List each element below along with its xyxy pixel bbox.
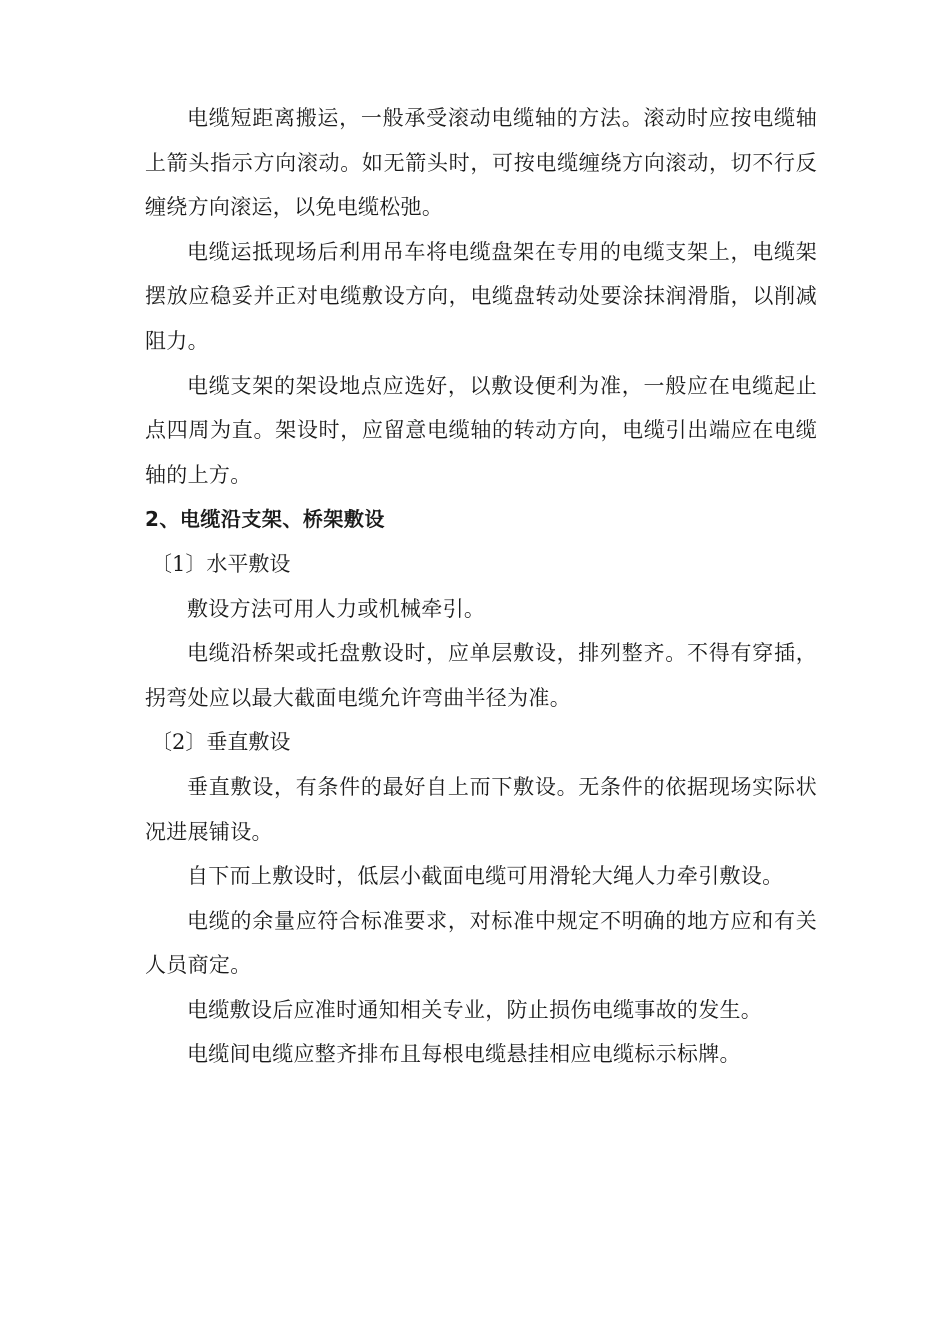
- paragraph-traction-method: 敷设方法可用人力或机械牵引。: [187, 596, 486, 621]
- document-page: [145, 96, 817, 1077]
- paragraph-top-down: 垂直敷设，有条件的最好自上而下敷设。无条件的依据现场实际状况进展铺设。: [145, 774, 817, 844]
- paragraph-bottom-up: 自下而上敷设时，低层小截面电缆可用滑轮大绳人力牵引敷设。: [187, 864, 784, 889]
- paragraph-notify-trades: 电缆敷设后应准时通知相关专业，防止损伤电缆事故的发生。: [187, 997, 763, 1022]
- paragraph-cable-stand-location: 电缆支架的架设地点应选好，以敷设便利为准，一般应在电缆起止点四周为直。架设时，应留意电缆轴的转动方向，电缆引出端应在电缆轴的上方。: [145, 373, 817, 487]
- paragraph-cable-transport: 电缆短距离搬运，一般承受滚动电缆轴的方法。滚动时应按电缆轴上箭头指示方向滚动。如无箭头时，可按电缆缠绕方向滚动，切不行反缠绕方向滚运，以免电缆松弛。: [145, 106, 817, 220]
- paragraph-tray-laying: 电缆沿桥架或托盘敷设时，应单层敷设，排列整齐。不得有穿插，拐弯处应以最大截面电缆允许弯曲半径为准。: [145, 641, 817, 710]
- paragraph-cable-allowance: 电缆的余量应符合标准要求，对标准中规定不明确的地方应和有关人员商定。: [145, 908, 817, 978]
- paragraph-cable-labels: 电缆间电缆应整齐排布且每根电缆悬挂相应电缆标示标牌。: [187, 1042, 741, 1067]
- subheading-horizontal: 〔1〕水平敷设: [151, 551, 291, 576]
- paragraph-cable-reel-setup: 电缆运抵现场后利用吊车将电缆盘架在专用的电缆支架上，电缆架摆放应稳妥并正对电缆敷设方向，电缆盘转动处要涂抹润滑脂，以削减阻力。: [145, 239, 817, 353]
- section-heading: 2、电缆沿支架、桥架敷设: [145, 507, 385, 532]
- subheading-vertical: 〔2〕垂直敷设: [151, 730, 291, 755]
